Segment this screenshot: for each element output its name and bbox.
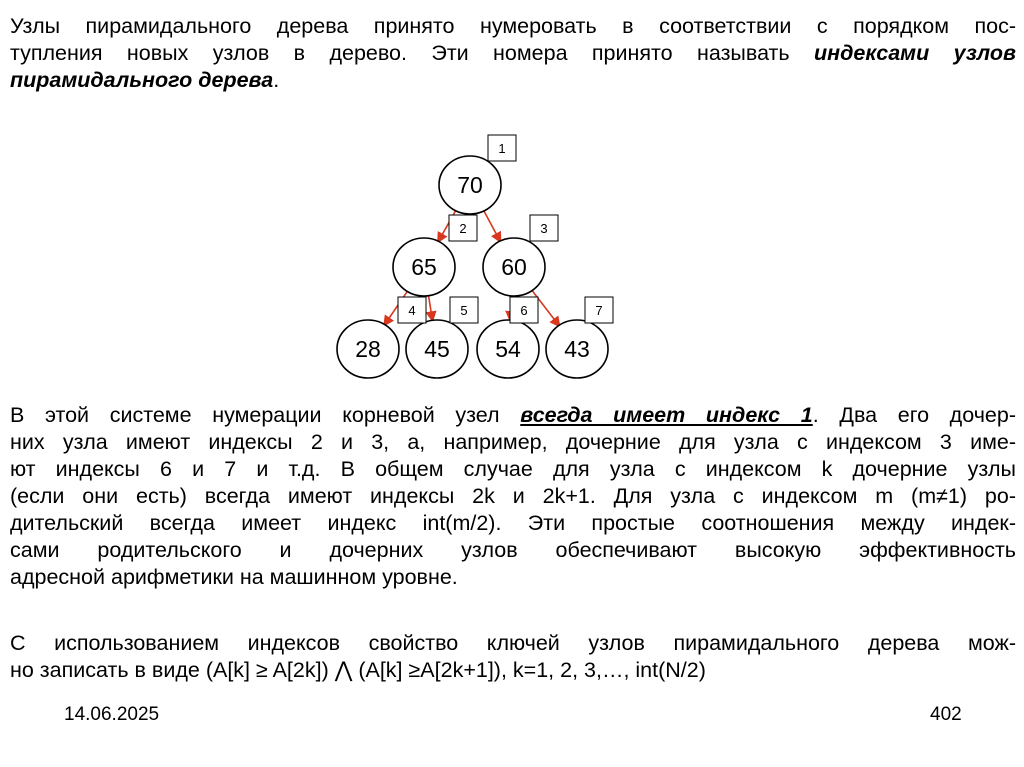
node-index-box — [450, 297, 478, 323]
node-index-box — [398, 297, 426, 323]
tree-node-value: 43 — [564, 336, 590, 362]
tree-node-value: 45 — [424, 336, 450, 362]
node-index-label: 2 — [459, 221, 467, 236]
root-index-emphasis: всегда имеет индекс 1 — [520, 403, 813, 427]
node-index-box — [510, 297, 538, 323]
node-index-label: 5 — [460, 303, 468, 318]
tree-node-value: 54 — [495, 336, 521, 362]
node-index-label: 7 — [595, 303, 603, 318]
node-index-box — [585, 297, 613, 323]
term-emphasis-2: пирамидального дерева — [10, 68, 274, 92]
explanation-line-1-end: . Два его дочер- — [812, 403, 1016, 427]
slide-date: 14.06.2025 — [64, 704, 160, 725]
explanation-paragraph — [10, 402, 1016, 591]
formula-paragraph — [10, 630, 1016, 684]
node-index-label: 1 — [498, 141, 506, 156]
explanation-line-5: дительский всегда имеет индекс int(m/2). Эти простые соотношения между индек- — [10, 511, 1016, 535]
explanation-line-7: адресной арифметики на машинном уровне. — [10, 565, 458, 589]
node-index-box — [530, 215, 558, 241]
tree-node-value: 70 — [457, 172, 483, 198]
page-number: 402 — [930, 704, 962, 725]
intro-line-2-text: тупления новых узлов в дерево. Эти номера принято называть — [10, 41, 814, 65]
tree-edge-arrow — [428, 294, 432, 322]
intro-line-3-end: . — [273, 68, 280, 92]
tree-node — [439, 156, 501, 214]
node-index-label: 3 — [540, 221, 548, 236]
explanation-line-1-start: В этой системе нумерации корневой узел — [10, 403, 521, 427]
tree-node — [546, 320, 608, 378]
tree-node — [337, 320, 399, 378]
tree-edge-arrow — [483, 209, 501, 243]
explanation-line-1 — [10, 402, 1016, 429]
node-index-box — [449, 215, 477, 241]
intro-line-1: Узлы пирамидального дерева принято нумеровать в соответствии с порядком пос- — [10, 14, 1016, 38]
explanation-line-4: (если они есть) всегда имеют индексы 2k и 2k+1. Для узла с индексом m (m≠1) ро- — [10, 484, 1016, 508]
term-emphasis-1: индексами узлов — [814, 41, 1016, 65]
explanation-line-3: ют индексы 6 и 7 и т.д. В общем случае для узла с индексом k дочерние узлы — [10, 457, 1016, 481]
formula-line-1: С использованием индексов свойство ключей узлов пирамидального дерева мож- — [10, 631, 1016, 655]
tree-node — [393, 238, 455, 296]
tree-node-value: 60 — [501, 254, 527, 280]
node-index-label: 4 — [408, 303, 416, 318]
node-index-box — [488, 135, 516, 161]
node-index-label: 6 — [520, 303, 528, 318]
explanation-line-6: сами родительского и дочерних узлов обеспечивают высокую эффективность — [10, 538, 1016, 562]
tree-node-value: 65 — [411, 254, 437, 280]
tree-node — [477, 320, 539, 378]
formula-line-2: но записать в виде (A[k] ≥ A[2k]) ⋀ (A[k] ≥A[2k+1]), k=1, 2, 3,…, int(N/2) — [10, 658, 706, 682]
tree-node — [483, 238, 545, 296]
explanation-line-2: них узла имеют индексы 2 и 3, а, например, дочерние для узла с индексом 3 име- — [10, 430, 1016, 454]
tree-node — [406, 320, 468, 378]
tree-node-value: 28 — [355, 336, 381, 362]
